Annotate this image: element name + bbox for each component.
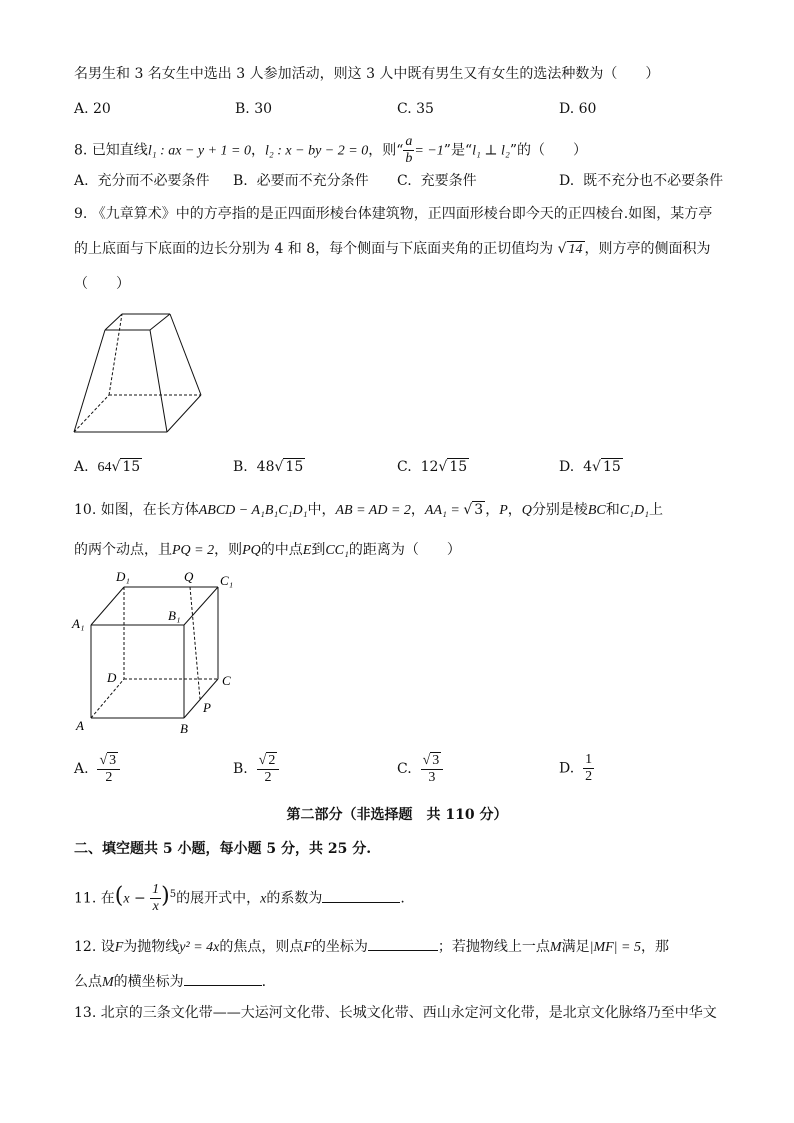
cuboid-edge — [91, 587, 124, 625]
q9-option-d[interactable]: D. 4√ 15 — [559, 459, 621, 475]
frustum-edge — [105, 314, 122, 330]
q8-option-a[interactable]: A. 充分而不必要条件 — [74, 173, 210, 189]
q8-fraction: $\frac{a}{b}$ — [405, 134, 413, 166]
q10-option-c[interactable]: C. $\frac{√ 3}{3}$ — [397, 752, 443, 786]
q12-line1: 12. 设F为抛物线y² = 4x的焦点，则点F的坐标为 ；若抛物线上一点M满足|MF| = 5，那 — [74, 936, 669, 958]
q10-option-a[interactable]: A. $\frac{√ 3}{2}$ — [74, 752, 120, 786]
q8-option-d[interactable]: D. 既不充分也不必要条件 — [559, 173, 724, 189]
frustum-hidden-edge — [109, 314, 122, 395]
q8-stem: 8. 已知直线l₁ : ax − y + 1 = 0，l₂ : x − by − 2 = 0，则“ $\frac{a}{b}$ = −1”是“l₁ ⊥ l₂”的（ ） — [74, 134, 587, 166]
q11-answer-blank[interactable] — [322, 888, 400, 903]
part-two-title: 第二部分（非选择题 共 110 分） — [286, 807, 508, 823]
q7-option-b[interactable]: B. 30 — [235, 101, 273, 117]
q9-option-b[interactable]: B. 48√ 15 — [233, 459, 304, 475]
label-a: A — [76, 718, 84, 733]
cuboid-figure — [70, 566, 250, 742]
label-p: P — [203, 700, 211, 715]
q10-option-d[interactable]: D. $\frac{1}{2}$ — [559, 752, 593, 784]
cuboid-edge — [184, 587, 218, 625]
q9-option-a[interactable]: A. 64√ 15 — [74, 459, 141, 475]
frustum-edge — [167, 395, 201, 432]
q9-line1: 9. 《九章算术》中的方亭指的是正四面形棱台体建筑物，正四面形棱台即今天的正四棱台.如图，某方亭 — [74, 206, 713, 222]
segment-pq — [190, 587, 200, 699]
label-d: D — [107, 670, 117, 685]
frustum-edge — [170, 314, 201, 395]
label-q: Q — [184, 569, 194, 584]
label-a1: A₁ — [72, 616, 85, 631]
label-c: C — [222, 673, 231, 688]
q11-stem: 11. 在(x − $\frac{1}{x}$ )$^5$的展开式中，x的系数为 . — [74, 882, 405, 914]
q10-option-b[interactable]: B. $\frac{√ 2}{2}$ — [233, 752, 279, 786]
q8-option-c[interactable]: C. 充要条件 — [397, 173, 477, 189]
label-c1: C₁ — [220, 573, 234, 588]
label-d1: D₁ — [116, 569, 130, 584]
q8-option-b[interactable]: B. 必要而不充分条件 — [233, 173, 369, 189]
frustum-edge — [74, 330, 105, 432]
q12-answer-blank-1[interactable] — [368, 936, 438, 951]
q7-text: 名男生和 3 名女生中选出 3 人参加活动，则这 3 人中既有男生又有女生的选法种数为（ ） — [74, 66, 660, 82]
frustum-edge — [150, 330, 167, 432]
q12-answer-blank-2[interactable] — [184, 971, 262, 986]
q7-option-d[interactable]: D. 60 — [559, 101, 597, 117]
sqrt-14: √ 14 — [557, 241, 583, 257]
q7-option-c[interactable]: C. 35 — [397, 101, 434, 117]
label-b1: B₁ — [168, 608, 181, 623]
q9-line2: 的上底面与下底面的边长分别为 4 和 8，每个侧面与下底面夹角的正切值均为 √ 14 ，则方亭的侧面积为 — [74, 241, 711, 257]
section-two-title: 二、填空题共 5 小题，每小题 5 分，共 25 分. — [74, 841, 372, 857]
q13-text: 13. 北京的三条文化带——大运河文化带、长城文化带、西山永定河文化带，是北京文化脉络乃至中华文 — [74, 1005, 717, 1021]
frustum-edge — [150, 314, 170, 330]
cuboid-edge — [184, 679, 218, 718]
q10-line1: 10. 如图，在长方体ABCD − A₁B₁C₁D₁中，AB = AD = 2，AA₁ = √ 3 ，P，Q分别是棱BC和C₁D₁上 — [74, 502, 663, 518]
q7-option-a[interactable]: A. 20 — [74, 101, 111, 117]
q9-line3: （ ） — [74, 276, 130, 292]
frustum-figure — [70, 308, 210, 443]
label-b: B — [180, 721, 188, 736]
q12-line2: 么点M的横坐标为 . — [74, 971, 266, 993]
q9-option-c[interactable]: C. 12√ 15 — [397, 459, 468, 475]
q10-line2: 的两个动点，且PQ = 2，则PQ的中点E到CC₁的距离为（ ） — [74, 542, 461, 558]
